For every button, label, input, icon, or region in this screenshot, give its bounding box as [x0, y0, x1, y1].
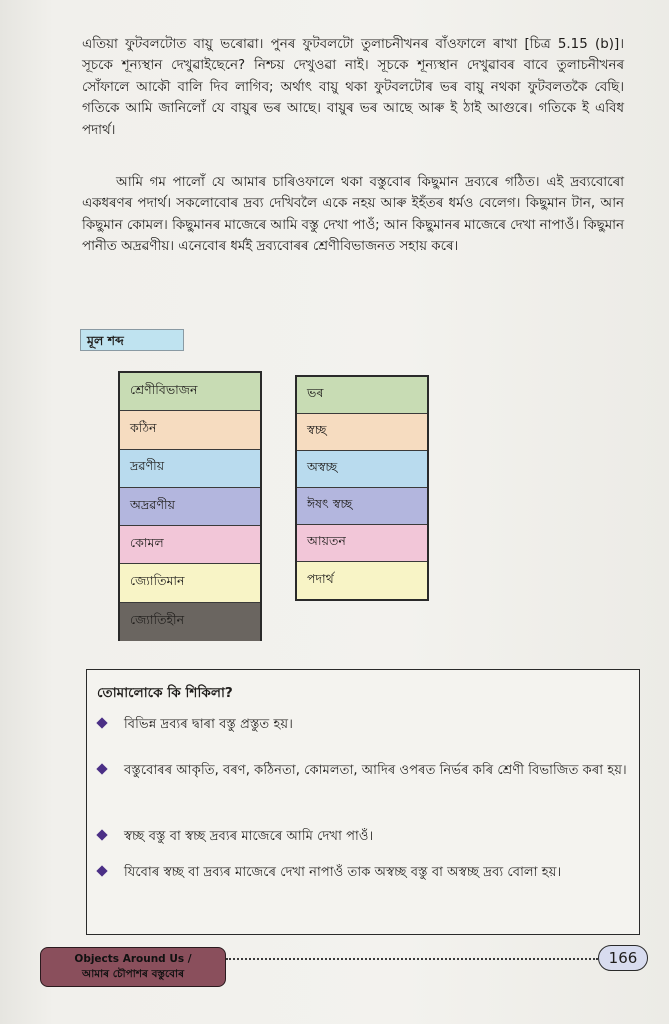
keyword-cell: অদ্ৰৱণীয় [120, 488, 260, 526]
chapter-title-english: Objects Around Us / [74, 953, 192, 965]
what-you-learned-box [86, 669, 640, 935]
keyword-cell: স্বচ্ছ [297, 414, 427, 451]
keyword-cell: ঈষৎ স্বচ্ছ [297, 488, 427, 525]
keyword-cell: কঠিন [120, 411, 260, 449]
chapter-title-assamese: আমাৰ চৌপাশৰ বস্তুবোৰ [82, 968, 184, 980]
diamond-bullet-icon [96, 763, 107, 774]
keyword-cell: জ্যোতিহীন [120, 603, 260, 641]
diamond-bullet-icon [96, 865, 107, 876]
footer-dotted-rule [226, 958, 598, 962]
paragraph-materials: আমি গম পালোঁ যে আমাৰ চাৰিওফালে থকা বস্তুবোৰ কিছুমান দ্ৰব্যৰে গঠিত। এই দ্ৰব্যবোৰো একধৰণৰ পদাৰ্থ। সকলোবোৰ দ্ৰব্য দেখিবলৈ একে নহয় আৰু ইহঁতৰ ধৰ্মও বেলেগ। কিছুমান টান, আন কিছুমান কোমল। কিছুমানৰ মাজেৰে আমি বস্তু দেখা পাওঁ; আন কিছুমানৰ মাজেৰে দেখা নাপাওঁ। কিছুমান পানীত অদ্ৰৱণীয়। এনেবোৰ ধৰ্মই দ্ৰব্যবোৰৰ শ্ৰেণীবিভাজনত সহায় কৰে। [82, 175, 624, 255]
page-number: 166 [598, 945, 648, 971]
chapter-badge [40, 947, 226, 987]
learned-point: যিবোৰ স্বচ্ছ বা দ্ৰব্যৰ মাজেৰে দেখা নাপাওঁ তাক অস্বচ্ছ বস্তু বা অস্বচ্ছ দ্ৰব্য বোলা হয়। [95, 858, 629, 888]
keywords-label: মূল শব্দ [80, 329, 184, 351]
keyword-cell: ভৰ [297, 377, 427, 414]
keyword-cell: কোমল [120, 526, 260, 564]
keyword-cell: আয়তন [297, 525, 427, 562]
keyword-cell: শ্ৰেণীবিভাজন [120, 373, 260, 411]
keyword-cell: দ্ৰৱণীয় [120, 450, 260, 488]
diamond-bullet-icon [96, 717, 107, 728]
keywords-column-b [295, 375, 429, 601]
learned-point: স্বচ্ছ বস্তু বা স্বচ্ছ দ্ৰব্যৰ মাজেৰে আমি দেখা পাওঁ। [95, 822, 629, 852]
learned-point: বস্তুবোৰৰ আকৃতি, বৰণ, কঠিনতা, কোমলতা, আদিৰ ওপৰত নিৰ্ভৰ কৰি শ্ৰেণী বিভাজিত কৰা হয়। [95, 756, 629, 786]
diamond-bullet-icon [96, 829, 107, 840]
paragraph-air-mass: এতিয়া ফুটবলটোত বায়ু ভৰোৱা। পুনৰ ফুটবলটো তুলাচনীখনৰ বাঁওফালে ৰাখা [চিত্ৰ 5.15 (b)]। সূচকে শূন্যস্থান দেখুৱাইছেনে? নিশ্চয় দেখুওৱা নাই। সূচকে শূন্যস্থান দেখুৱাবৰ বাবে তুলাচনীখনৰ সোঁফালে আকৌ বালি দিব লাগিব; অৰ্থাৎ বায়ু থকা ফুটবলটোৰ ভৰ বায়ু নথকা ফুটবলতকৈ বেছি। গতিকে আমি জানিলোঁ যে বায়ুৰ ভৰ আছে। বায়ুৰ ভৰ আছে আৰু ই ঠাই আগুৰে। গতিকে ই এবিধ পদাৰ্থ। [82, 37, 624, 138]
keyword-cell: অস্বচ্ছ [297, 451, 427, 488]
learned-point: বিভিন্ন দ্ৰব্যৰ দ্বাৰা বস্তু প্ৰস্তুত হয়। [95, 710, 629, 740]
keyword-cell: জ্যোতিমান [120, 564, 260, 602]
learned-title: তোমালোকে কি শিকিলা? [97, 685, 233, 701]
keywords-column-a [118, 371, 262, 641]
keyword-cell: পদাৰ্থ [297, 562, 427, 599]
